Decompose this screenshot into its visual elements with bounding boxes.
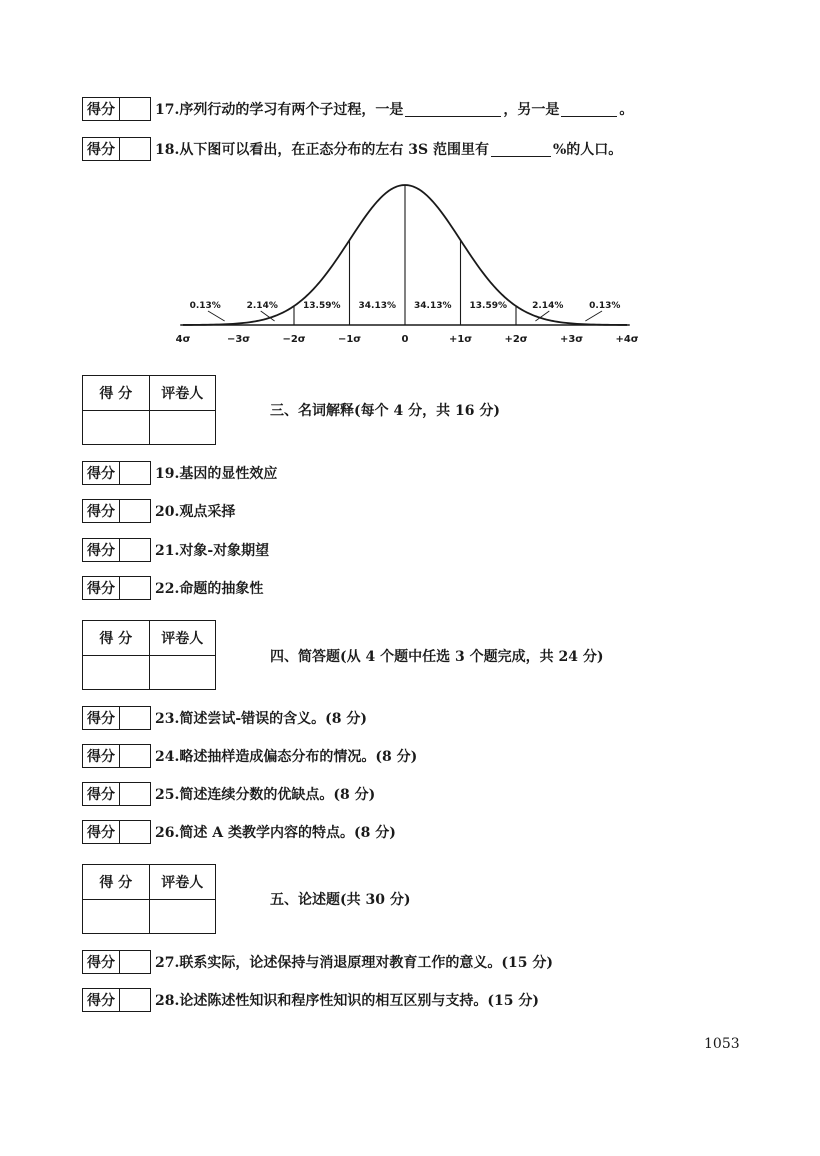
grader-name-header: 评卷人 bbox=[149, 376, 216, 410]
question-text: 24.略述抽样造成偏态分布的情况。(8 分) bbox=[155, 749, 418, 765]
question-21 bbox=[82, 537, 269, 563]
score-blank[interactable] bbox=[120, 539, 150, 561]
band-percent-label: 13.59% bbox=[469, 301, 507, 311]
band-percent-label: 34.13% bbox=[358, 301, 396, 311]
score-box bbox=[82, 706, 151, 730]
question-28 bbox=[82, 987, 539, 1013]
score-box bbox=[82, 820, 151, 844]
answer-blank-2[interactable] bbox=[561, 102, 617, 117]
question-18 bbox=[82, 136, 622, 162]
score-label: 得分 bbox=[83, 577, 120, 599]
grader-name-header: 评卷人 bbox=[149, 621, 216, 655]
band-percent-label: 2.14% bbox=[532, 301, 564, 311]
score-label: 得分 bbox=[83, 783, 120, 805]
score-label: 得分 bbox=[83, 500, 120, 522]
score-blank[interactable] bbox=[120, 989, 150, 1011]
score-box bbox=[82, 97, 151, 121]
question-text-end: 。 bbox=[619, 102, 634, 118]
score-blank[interactable] bbox=[120, 783, 150, 805]
question-text bbox=[155, 99, 633, 119]
score-box bbox=[82, 499, 151, 523]
section-title: 五、论述题(共 30 分) bbox=[270, 892, 411, 908]
question-17 bbox=[82, 96, 633, 122]
question-20 bbox=[82, 498, 235, 524]
question-25 bbox=[82, 781, 375, 807]
question-text: 28.论述陈述性知识和程序性知识的相互区别与支持。(15 分) bbox=[155, 993, 539, 1009]
score-blank[interactable] bbox=[120, 138, 150, 160]
score-blank[interactable] bbox=[120, 707, 150, 729]
section-title: 四、简答题(从 4 个题中任选 3 个题完成，共 24 分) bbox=[270, 649, 604, 665]
normal-distribution-chart bbox=[170, 175, 640, 355]
grader-score-header: 得 分 bbox=[99, 875, 133, 891]
question-text: 22.命题的抽象性 bbox=[155, 581, 264, 597]
question-text-part-1: 17.序列行动的学习有两个子过程，一是 bbox=[155, 102, 404, 118]
question-text: 27.联系实际，论述保持与消退原理对教育工作的意义。(15 分) bbox=[155, 955, 553, 971]
grader-table bbox=[82, 375, 216, 445]
tail-percent-label: 0.13% bbox=[189, 301, 221, 311]
band-percent-label: 2.14% bbox=[246, 301, 278, 311]
question-text: 19.基因的显性效应 bbox=[155, 466, 278, 482]
score-box bbox=[82, 744, 151, 768]
tail-leader-line bbox=[208, 311, 225, 321]
x-tick-label: −1σ bbox=[337, 334, 362, 345]
score-blank[interactable] bbox=[120, 98, 150, 120]
answer-blank[interactable] bbox=[491, 142, 551, 157]
score-blank[interactable] bbox=[120, 577, 150, 599]
score-label: 得分 bbox=[83, 138, 120, 160]
score-label: 得分 bbox=[83, 98, 120, 120]
grader-score-cell[interactable] bbox=[83, 656, 149, 690]
x-tick-label: +2σ bbox=[504, 334, 528, 345]
score-box bbox=[82, 461, 151, 485]
score-blank[interactable] bbox=[120, 462, 150, 484]
question-27 bbox=[82, 949, 553, 975]
grader-name-cell[interactable] bbox=[149, 411, 216, 445]
question-23 bbox=[82, 705, 367, 731]
answer-blank-1[interactable] bbox=[405, 102, 501, 117]
grader-table bbox=[82, 620, 216, 690]
score-label: 得分 bbox=[83, 539, 120, 561]
score-box bbox=[82, 576, 151, 600]
question-text: 21.对象-对象期望 bbox=[155, 543, 270, 559]
question-text: 23.简述尝试-错误的含义。(8 分) bbox=[155, 711, 368, 727]
grader-score-cell[interactable] bbox=[83, 411, 149, 445]
grader-score-cell[interactable] bbox=[83, 900, 149, 934]
page-number: 1053 bbox=[704, 1036, 740, 1052]
score-label: 得分 bbox=[83, 462, 120, 484]
score-blank[interactable] bbox=[120, 500, 150, 522]
grader-table bbox=[82, 864, 216, 934]
question-text-part-2: %的人口。 bbox=[552, 142, 623, 158]
x-tick-label: +3σ bbox=[559, 334, 584, 345]
question-19 bbox=[82, 460, 277, 486]
band-percent-label: 13.59% bbox=[303, 301, 341, 311]
score-box bbox=[82, 950, 151, 974]
question-text: 20.观点采择 bbox=[155, 504, 236, 520]
score-box bbox=[82, 988, 151, 1012]
question-text: 26.简述 A 类教学内容的特点。(8 分) bbox=[155, 825, 396, 841]
question-text bbox=[155, 139, 622, 159]
question-26 bbox=[82, 819, 396, 845]
score-box bbox=[82, 137, 151, 161]
grader-name-cell[interactable] bbox=[149, 656, 216, 690]
x-tick-label: −3σ bbox=[226, 334, 251, 345]
x-tick-label: −2σ bbox=[282, 334, 306, 345]
score-label: 得分 bbox=[83, 951, 120, 973]
x-tick-label: 4σ bbox=[175, 334, 191, 345]
grader-name-header: 评卷人 bbox=[149, 865, 216, 899]
score-box bbox=[82, 782, 151, 806]
section-title: 三、名词解释(每个 4 分，共 16 分) bbox=[270, 403, 500, 419]
score-label: 得分 bbox=[83, 989, 120, 1011]
grader-score-header: 得 分 bbox=[99, 631, 133, 647]
tail-leader-line bbox=[585, 311, 602, 321]
x-tick-label: +1σ bbox=[448, 334, 473, 345]
question-24 bbox=[82, 743, 417, 769]
question-text-part-1: 18.从下图可以看出，在正态分布的左右 3S 范围里有 bbox=[155, 142, 489, 158]
score-blank[interactable] bbox=[120, 951, 150, 973]
question-text-part-2: ，另一是 bbox=[503, 102, 560, 118]
grader-name-cell[interactable] bbox=[149, 900, 216, 934]
score-blank[interactable] bbox=[120, 821, 150, 843]
x-tick-label: +4σ bbox=[615, 334, 639, 345]
question-22 bbox=[82, 575, 263, 601]
score-label: 得分 bbox=[83, 707, 120, 729]
band-percent-label: 34.13% bbox=[414, 301, 452, 311]
question-text: 25.简述连续分数的优缺点。(8 分) bbox=[155, 787, 376, 803]
tail-percent-label: 0.13% bbox=[589, 301, 621, 311]
score-box bbox=[82, 538, 151, 562]
score-blank[interactable] bbox=[120, 745, 150, 767]
score-label: 得分 bbox=[83, 821, 120, 843]
x-tick-label: 0 bbox=[401, 334, 409, 345]
score-label: 得分 bbox=[83, 745, 120, 767]
grader-score-header: 得 分 bbox=[99, 386, 133, 402]
